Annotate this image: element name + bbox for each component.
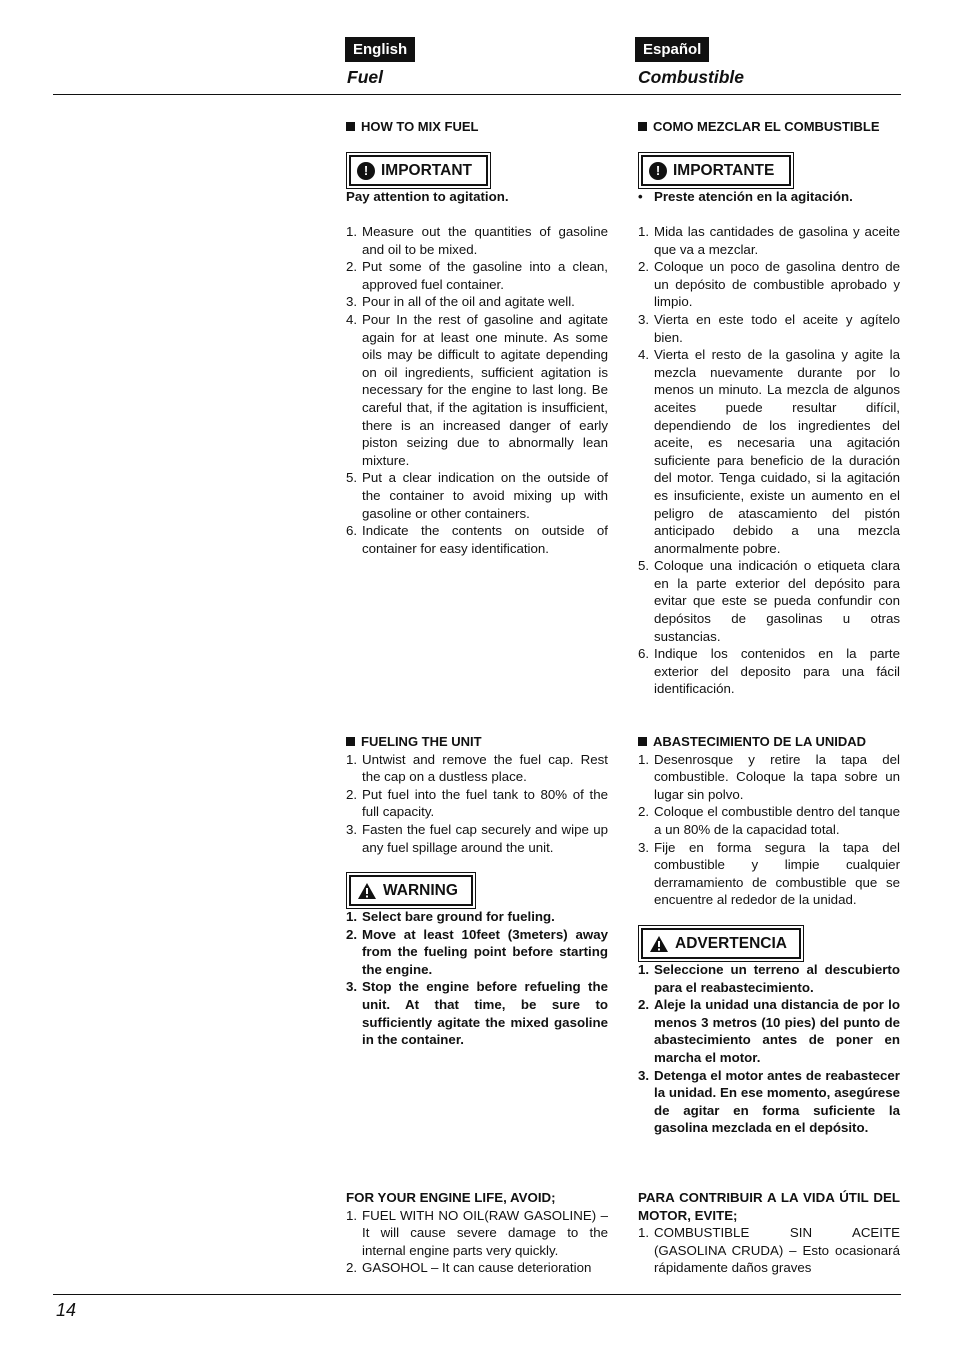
list-item: 4. Vierta el resto de la gasolina y agite la mezcla nuevamente durante por lo menos un minuto. La mezcla de algunos aceites puede resultar difícil, dependiendo de los ingredientes del aceite, es necesaria una agitación suficiente para beneficio de la duración del motor. Tenga cuidado, si la agitación es insuficiente, existe un aumento en el peligro de atascamiento del pistón anticipado debido a una mezcla anormalmente pobre. [638, 347, 900, 556]
warning-triangle-icon [357, 882, 377, 900]
list-item: 3. Pour in all of the oil and agitate well. [346, 294, 575, 310]
english-warning-callout [349, 875, 473, 906]
list-item: 1. Mida las cantidades de gasolina y aceite que va a mezclar. [638, 224, 900, 257]
list-item: 1. Select bare ground for fueling. [346, 909, 555, 924]
spanish-avoid-section [638, 1189, 900, 1277]
spanish-mix-section [638, 118, 900, 136]
english-mix-section [346, 118, 608, 136]
list-item: 3. Detenga el motor antes de reabastecer la unidad. En ese momento, asegúrese de agitar en forma suficiente la gasolina mezclada en el depósito. [638, 1067, 900, 1136]
list-item: 5. Coloque una indicación o etiqueta clara en la parte exterior del depósito para evitar que este se pueda confundir con depósitos de gasolinas u otras sustancias. [638, 558, 900, 644]
list-item: 2. Coloque el combustible dentro del tanque a un 80% de la capacidad total. [638, 804, 900, 837]
spanish-language-badge: Español [635, 37, 709, 62]
list-item: 3. Fije en forma segura la tapa del combustible y limpie cualquier derramamiento de combustible que se encuentre al rededor de la unidad. [638, 839, 900, 908]
list-item: 1. FUEL WITH NO OIL(RAW GASOLINE) – It will cause severe damage to the internal engine parts very quickly. [346, 1207, 608, 1258]
list-item: 1. Measure out the quantities of gasoline and oil to be mixed. [346, 224, 608, 257]
english-mix-heading: HOW TO MIX FUEL [346, 118, 608, 136]
square-bullet-icon [638, 737, 647, 746]
list-item: 6. Indique los contenidos en la parte exterior del deposito para una fácil identificación. [638, 646, 900, 697]
spanish-section-title: Combustible [638, 67, 744, 87]
list-item: 1. Untwist and remove the fuel cap. Rest the cap on a dustless place. [346, 751, 608, 785]
list-item: 3. Stop the engine before refueling the unit. At that time, be sure to sufficiently agitate the mixed gasoline in the container. [346, 979, 608, 1048]
spanish-avoid-steps [638, 1224, 900, 1277]
important-label: IMPORTANT [381, 161, 472, 179]
list-item: 3. Fasten the fuel cap securely and wipe up any fuel spillage around the unit. [346, 821, 608, 855]
english-important-note: Pay attention to agitation. [346, 189, 509, 204]
page-number: 14 [56, 1300, 77, 1320]
important-label: IMPORTANTE [673, 161, 775, 179]
list-item: 6. Indicate the contents on outside of container for easy identification. [346, 523, 608, 556]
warning-label: ADVERTENCIA [675, 934, 787, 952]
list-item: 2. Put fuel into the fuel tank to 80% of the full capacity. [346, 786, 608, 820]
warning-triangle-icon [649, 935, 669, 953]
english-important-callout [349, 155, 488, 186]
list-item: 2. Put some of the gasoline into a clean, approved fuel container. [346, 259, 608, 292]
english-avoid-steps [346, 1207, 608, 1277]
spanish-fueling-section [638, 733, 900, 909]
square-bullet-icon [346, 122, 355, 131]
english-language-badge: English [345, 37, 415, 62]
english-fueling-section [346, 733, 608, 856]
list-item: 2. Move at least 10feet (3meters) away from the fueling point before starting the engine. [346, 926, 608, 977]
spanish-warning-steps [638, 961, 900, 1137]
english-avoid-heading: FOR YOUR ENGINE LIFE, AVOID; [346, 1190, 556, 1205]
list-item: 2. Aleje la unidad una distancia de por lo menos 3 metros (10 pies) del punto de abastecimiento antes de poner en marcha el motor. [638, 997, 900, 1065]
header-rule [53, 94, 901, 95]
list-item: 3. Vierta en este todo el aceite y agítelo bien. [638, 311, 900, 345]
spanish-important-callout [641, 155, 791, 186]
footer-rule [53, 1294, 901, 1295]
list-item: • Preste atención en la agitación. [638, 189, 853, 204]
list-item: 1. Desenrosque y retire la tapa del combustible. Coloque la tapa sobre un lugar sin polvo. [638, 751, 900, 802]
list-item: 2. Coloque un poco de gasolina dentro de un depósito de combustible aprobado y limpio. [638, 259, 900, 310]
list-item: 4. Pour In the rest of gasoline and agitate again for at least one minute. As some oils may be difficult to agitate depending on oil ingredients, sufficient agitation is necessary for the engine to last long. Be careful that, if the agitation is insufficient, there is an increased danger of early piston seizing due to abnormally lean mixture. [346, 311, 608, 468]
list-item: 1. COMBUSTIBLE SIN ACEITE (GASOLINA CRUDA) – Esto ocasionará rápidamente daños graves [638, 1225, 900, 1276]
spanish-mix-steps [638, 223, 900, 698]
list-item: 5. Put a clear indication on the outside of the container to avoid mixing up with gasoline or other containers. [346, 470, 608, 521]
spanish-mix-heading: COMO MEZCLAR EL COMBUSTIBLE [638, 118, 900, 136]
spanish-warning-callout [641, 928, 801, 959]
list-item: 2. GASOHOL – It can cause deterioration [346, 1260, 592, 1276]
warning-label: WARNING [383, 881, 458, 899]
spanish-avoid-heading: PARA CONTRIBUIR A LA VIDA ÚTIL DEL MOTOR, EVITE; [638, 1190, 900, 1223]
square-bullet-icon [638, 122, 647, 131]
english-section-title: Fuel [347, 67, 383, 87]
english-avoid-section [346, 1189, 608, 1277]
spanish-important-note [638, 188, 900, 206]
exclamation-icon: ! [357, 162, 375, 180]
exclamation-icon: ! [649, 162, 667, 180]
english-fueling-heading: FUELING THE UNIT [346, 733, 608, 751]
spanish-fueling-heading: ABASTECIMIENTO DE LA UNIDAD [638, 733, 900, 751]
spanish-fueling-steps [638, 751, 900, 909]
list-item: 1. Seleccione un terreno al descubierto para el reabastecimiento. [638, 962, 900, 995]
english-fueling-steps [346, 751, 608, 857]
english-warning-steps [346, 908, 608, 1049]
english-mix-steps [346, 223, 608, 557]
square-bullet-icon [346, 737, 355, 746]
